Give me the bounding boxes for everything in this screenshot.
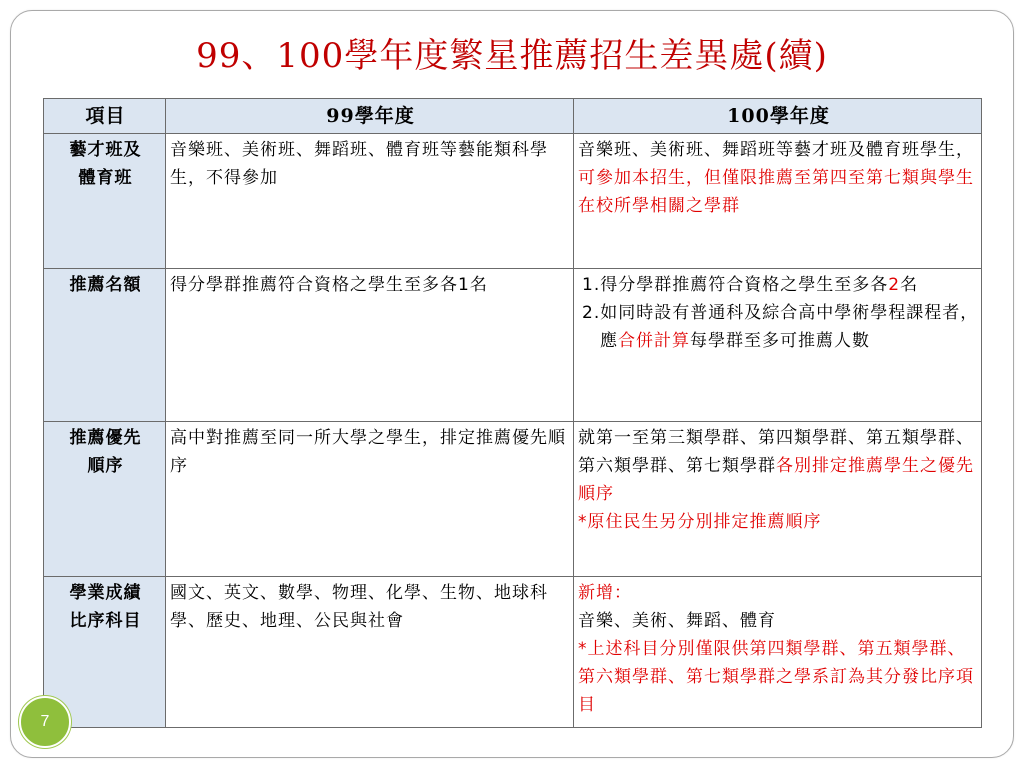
cell-100 <box>574 134 982 269</box>
row-label-line: 體育班 <box>78 168 133 188</box>
cell-99: 高中對推薦至同一所大學之學生，排定推薦優先順序 <box>166 422 574 577</box>
cell-100 <box>574 269 982 422</box>
cell-99: 得分學群推薦符合資格之學生至多各1名 <box>166 269 574 422</box>
row-label <box>44 134 166 269</box>
cell-highlight-text: *上述科目分別僅限供第四類學群、第五類學群、第六類學群、第七類學群之學系訂為其分發比序項目 <box>578 639 974 715</box>
cell-text: 名 <box>900 275 919 295</box>
header-99: 99學年度 <box>166 99 574 134</box>
row-label <box>44 422 166 577</box>
cell-text: 每學群至多可推薦人數 <box>690 331 870 351</box>
table-header-row <box>44 99 982 134</box>
cell-99: 國文、英文、數學、物理、化學、生物、地球科學、歷史、地理、公民與社會 <box>166 577 574 728</box>
cell-highlight-text: 新增： <box>578 583 632 603</box>
header-item: 項目 <box>44 99 166 134</box>
row-label-line: 學業成績 <box>69 583 142 603</box>
list-item <box>578 299 979 355</box>
cell-100 <box>574 577 982 728</box>
row-label-line: 比序科目 <box>69 611 142 631</box>
list-item <box>578 271 979 299</box>
cell-99: 音樂班、美術班、舞蹈班、體育班等藝能類科學生，不得參加 <box>166 134 574 269</box>
cell-text: 音樂、美術、舞蹈、體育 <box>578 611 776 631</box>
row-label-line: 順序 <box>87 456 124 476</box>
cell-highlight-text: 2 <box>888 275 901 295</box>
cell-text: 2.如同時設有普通科及綜合高中學術學程課程者，應 <box>582 303 979 351</box>
cell-paragraph <box>578 424 979 508</box>
row-label-line: 推薦名額 <box>69 275 142 295</box>
cell-highlight-text: 各別排定推薦學生之優先順序 <box>578 456 974 504</box>
cell-text: 1.得分學群推薦符合資格之學生至多各 <box>582 275 889 295</box>
cell-highlight-text: *原住民生另分別排定推薦順序 <box>578 512 822 532</box>
comparison-table <box>43 98 982 728</box>
table-row <box>44 422 982 577</box>
cell-100 <box>574 422 982 577</box>
row-label <box>44 269 166 422</box>
table-row <box>44 134 982 269</box>
cell-text: 就第一至第三類學群、第四類學群、第五類學群、第六類學群、第七類學群 <box>578 428 974 476</box>
header-100: 100學年度 <box>574 99 982 134</box>
row-label-line: 推薦優先 <box>69 428 142 448</box>
row-label-line: 藝才班及 <box>69 140 142 160</box>
page-number-badge: 7 <box>19 696 71 748</box>
slide-title: 99、100學年度繁星推薦招生差異處(續) <box>196 36 828 76</box>
cell-highlight-text: 合併計算 <box>618 331 690 351</box>
cell-text: 音樂班、美術班、舞蹈班等藝才班及體育班學生， <box>578 140 974 160</box>
table-row <box>44 269 982 422</box>
cell-highlight-text: 可參加本招生，但僅限推薦至第四至第七類與學生在校所學相關之學群 <box>578 168 974 216</box>
table-row <box>44 577 982 728</box>
